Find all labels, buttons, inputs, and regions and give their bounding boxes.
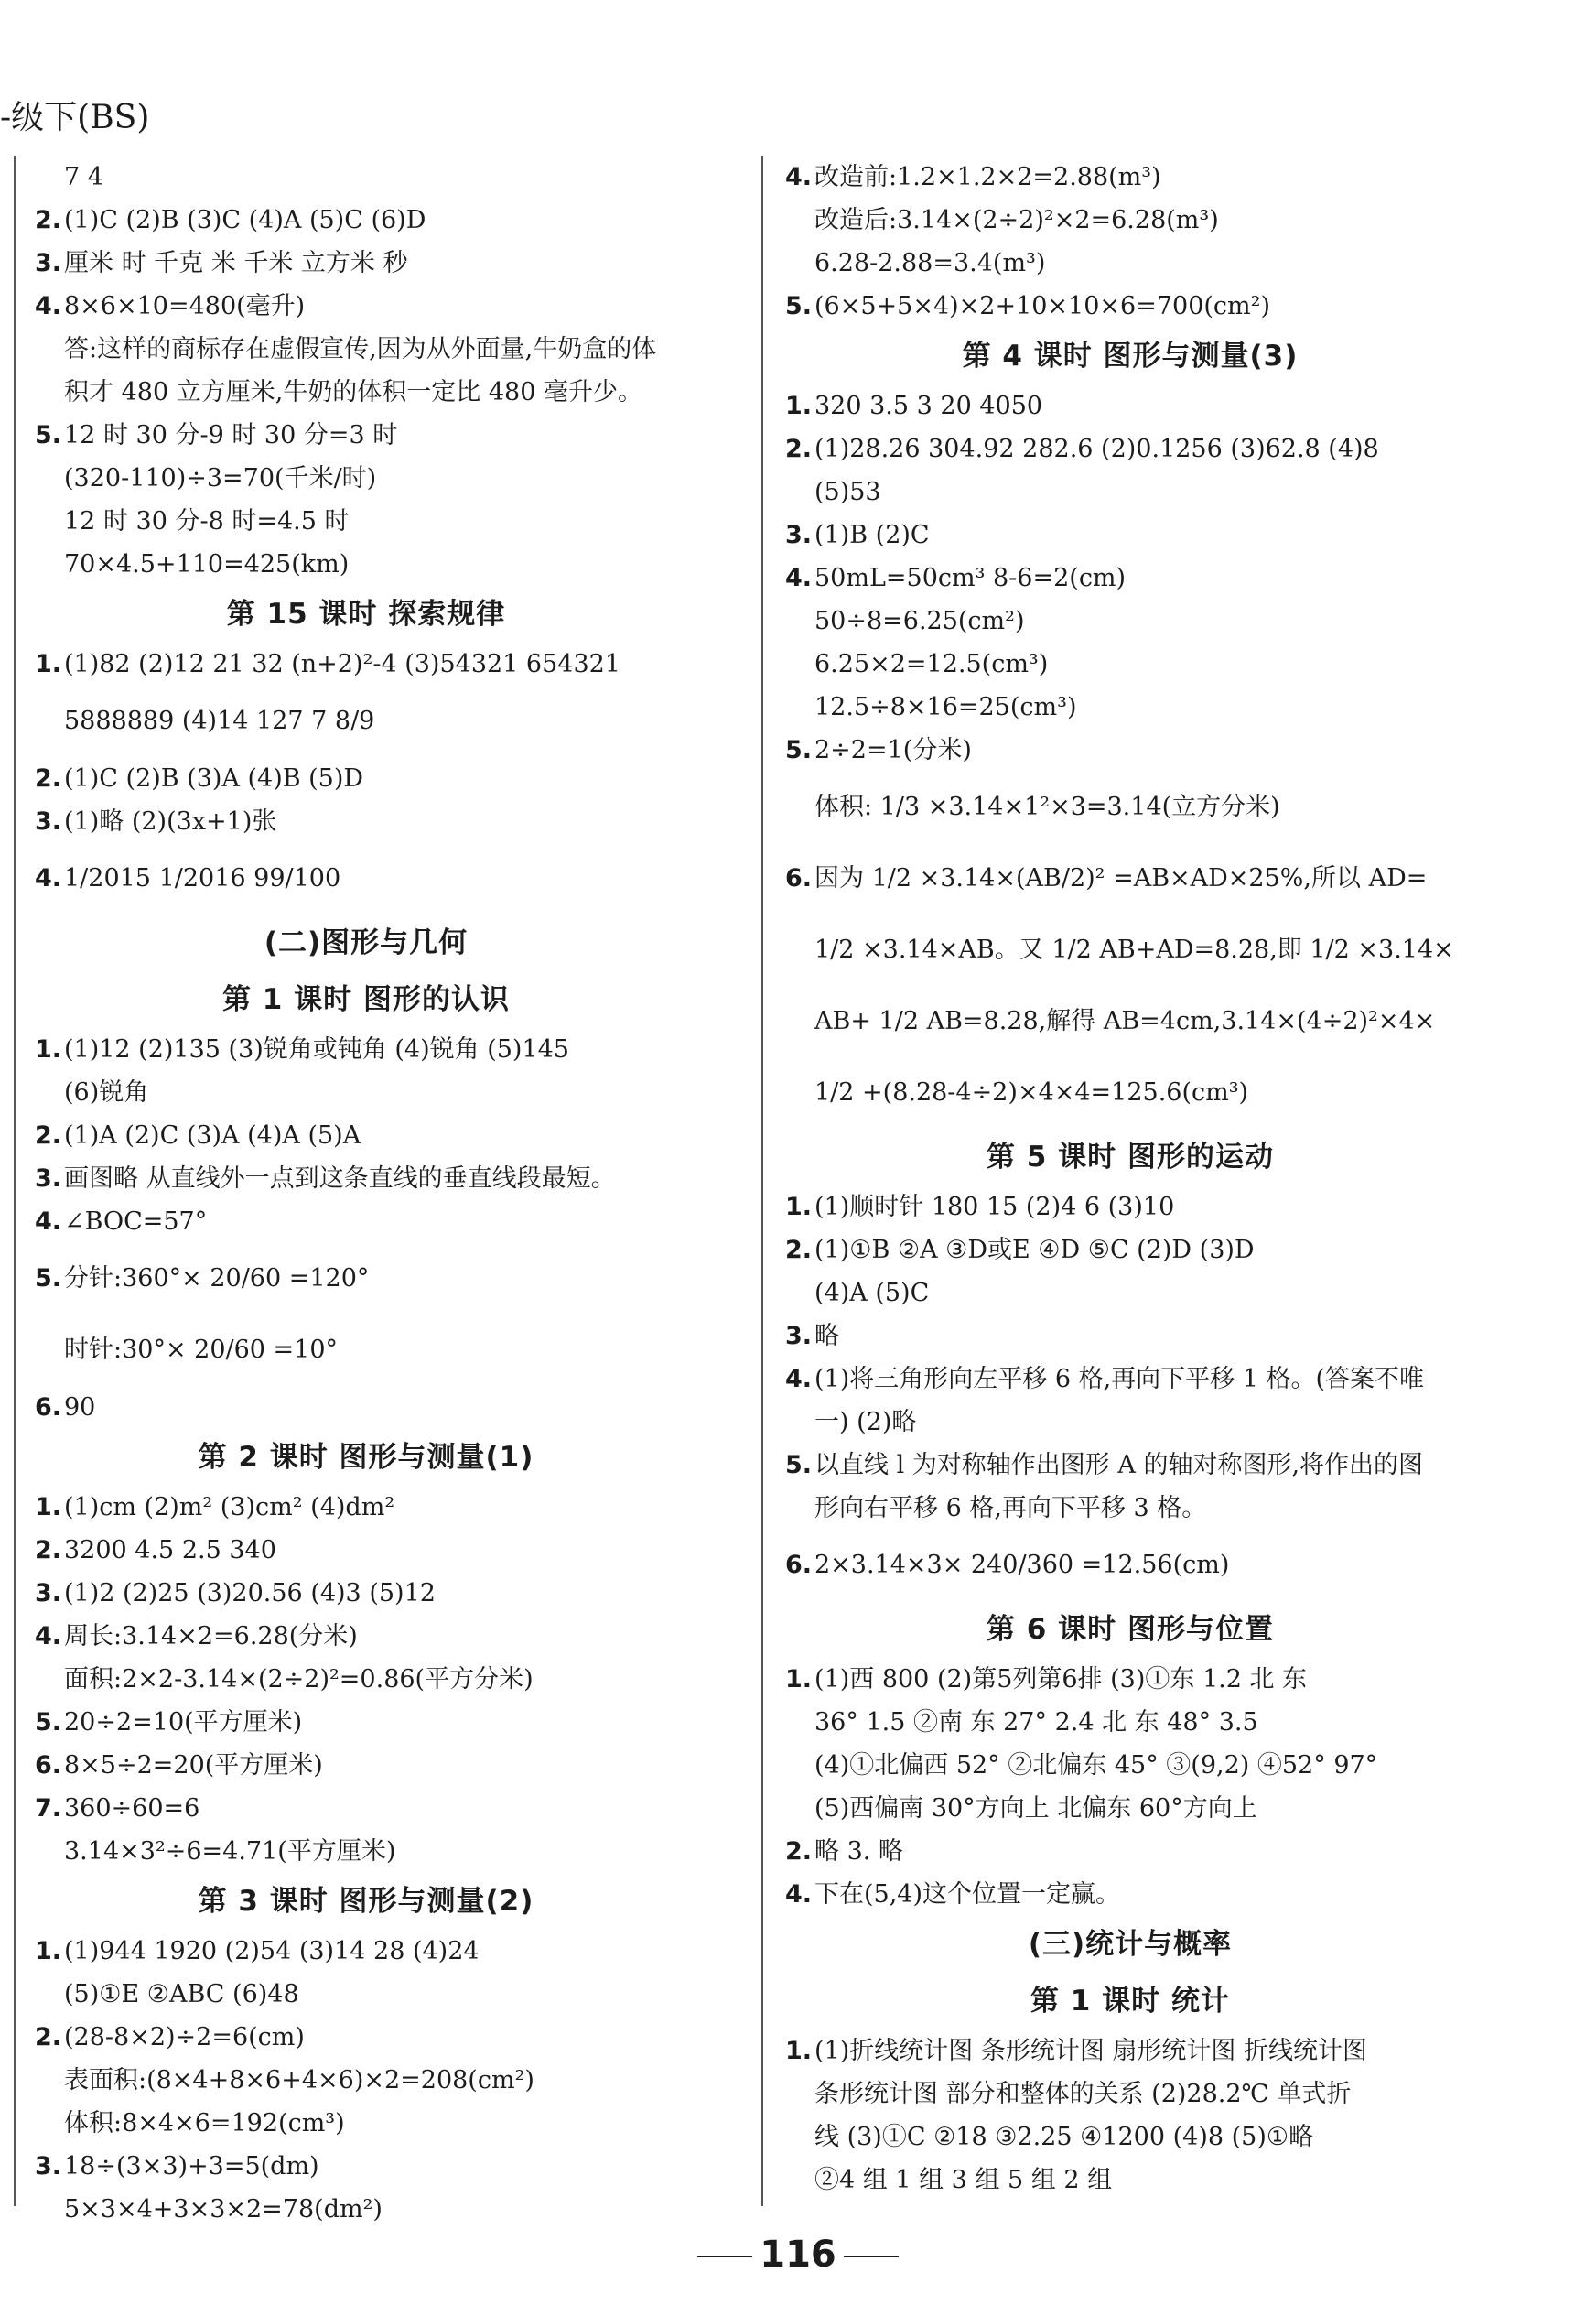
question-number: 1. xyxy=(35,650,62,678)
answer-line xyxy=(769,1744,1492,1787)
section-heading: 第 1 课时 统计 xyxy=(1030,1985,1230,2018)
answer-text: 1/2015 1/2016 99/100 xyxy=(64,864,341,893)
answer-text: (1)cm (2)m² (3)cm² (4)dm² xyxy=(64,1493,395,1521)
section-heading: (三)统计与概率 xyxy=(1028,1928,1233,1961)
question-number: 3. xyxy=(35,1164,62,1193)
question-number: 4. xyxy=(35,1207,62,1236)
answer-text: 面积:2×2-3.14×(2÷2)²=0.86(平方分米) xyxy=(64,1665,534,1694)
answer-line xyxy=(0,843,732,914)
question-number: 7. xyxy=(35,1794,62,1823)
answer-line xyxy=(0,2188,732,2231)
answer-line xyxy=(0,1071,732,1114)
answer-text: 画图略 从直线外一点到这条直线的垂直线段最短。 xyxy=(64,1164,616,1193)
question-number: 4. xyxy=(35,1622,62,1650)
answer-text: 以直线 l 为对称轴作出图形 A 的轴对称图形,将作出的图 xyxy=(814,1451,1424,1479)
answer-text: 积才 480 立方厘米,牛奶的体积一定比 480 毫升少。 xyxy=(64,378,642,406)
answer-line xyxy=(769,1401,1492,1444)
answer-text: (5)①E ②ABC (6)48 xyxy=(64,1980,299,2008)
answer-text: (1)2 (2)25 (3)20.56 (4)3 (5)12 xyxy=(64,1579,436,1607)
answer-text: 50÷8=6.25(cm²) xyxy=(814,607,1025,635)
answer-line xyxy=(769,2072,1492,2116)
question-number: 1. xyxy=(35,1493,62,1521)
answer-line xyxy=(769,1228,1492,1272)
answer-line xyxy=(0,1615,732,1658)
answer-text: (1)12 (2)135 (3)锐角或钝角 (4)锐角 (5)145 xyxy=(64,1035,569,1064)
answer-line xyxy=(0,156,732,199)
answer-text: 6.28-2.88=3.4(m³) xyxy=(814,249,1046,277)
answer-line xyxy=(0,1486,732,1529)
answer-text: (1)将三角形向左平移 6 格,再向下平移 1 格。(答案不唯 xyxy=(814,1365,1425,1393)
answer-line xyxy=(769,2116,1492,2159)
answer-text: (1)82 (2)12 21 32 (n+2)²-4 (3)54321 654321 xyxy=(64,650,621,678)
section-heading: 第 6 课时 图形与位置 xyxy=(987,1613,1274,1646)
answer-line xyxy=(0,1114,732,1157)
answer-line xyxy=(0,328,732,371)
answer-line xyxy=(0,2145,732,2188)
answer-line xyxy=(0,800,732,843)
answer-line xyxy=(0,1787,732,1830)
footer-rule-left xyxy=(697,2256,752,2257)
answer-text: (6)锐角 xyxy=(64,1078,149,1107)
question-number: 2. xyxy=(785,435,813,463)
section-heading: 第 15 课时 探索规律 xyxy=(226,598,506,631)
answer-text: 20÷2=10(平方厘米) xyxy=(64,1708,303,1737)
answer-text: 5×3×4+3×3×2=78(dm²) xyxy=(64,2195,383,2224)
answer-text: (1)28.26 304.92 282.6 (2)0.1256 (3)62.8 (4)8 xyxy=(814,435,1379,463)
answer-line xyxy=(769,1830,1492,1873)
answer-line xyxy=(769,1185,1492,1228)
answer-text: 形向右平移 6 格,再向下平移 3 格。 xyxy=(814,1494,1207,1522)
answer-line xyxy=(769,156,1492,199)
answer-text: 6.25×2=12.5(cm³) xyxy=(814,650,1049,678)
question-number: 1. xyxy=(35,1035,62,1064)
answer-line xyxy=(769,1444,1492,1487)
answer-text: 表面积:(8×4+8×6+4×6)×2=208(cm²) xyxy=(64,2066,534,2094)
answer-text: 12 时 30 分-9 时 30 分=3 时 xyxy=(64,421,398,449)
question-number: 2. xyxy=(785,1236,813,1264)
answer-text: 略 3. 略 xyxy=(814,1837,903,1866)
answer-line xyxy=(0,1701,732,1744)
question-number: 2. xyxy=(35,206,62,234)
answer-text: 改造前:1.2×1.2×2=2.88(m³) xyxy=(814,163,1161,191)
question-number: 2. xyxy=(35,1536,62,1564)
answer-line xyxy=(769,914,1492,986)
question-number: 1. xyxy=(785,392,813,420)
answer-text: 周长:3.14×2=6.28(分米) xyxy=(64,1622,358,1650)
answer-text: ②4 组 1 组 3 组 5 组 2 组 xyxy=(814,2166,1113,2194)
answer-line xyxy=(769,1315,1492,1358)
answer-line xyxy=(0,2059,732,2102)
answer-line xyxy=(0,199,732,242)
question-number: 2. xyxy=(785,1837,813,1866)
answer-text: 时针:30°× 20/60 =10° xyxy=(64,1336,339,1364)
question-number: 4. xyxy=(35,292,62,320)
answer-text: 2÷2=1(分米) xyxy=(814,736,972,764)
answer-text: (4)A (5)C xyxy=(814,1279,930,1307)
answer-line xyxy=(769,1057,1492,1129)
answer-text: AB+ 1/2 AB=8.28,解得 AB=4cm,3.14×(4÷2)²×4× xyxy=(814,1007,1436,1035)
answer-line xyxy=(769,1873,1492,1916)
answer-line xyxy=(0,1830,732,1873)
answer-line xyxy=(769,1358,1492,1401)
answer-line xyxy=(0,1157,732,1200)
answer-line xyxy=(0,285,732,328)
question-number: 1. xyxy=(785,2037,813,2065)
question-number: 5. xyxy=(785,736,813,764)
answer-text: 36° 1.5 ②南 东 27° 2.4 北 东 48° 3.5 xyxy=(814,1708,1258,1737)
answer-line xyxy=(769,643,1492,686)
answer-text: (1)顺时针 180 15 (2)4 6 (3)10 xyxy=(814,1193,1175,1221)
answer-text: 分针:360°× 20/60 =120° xyxy=(64,1264,370,1293)
answer-text: 3.14×3²÷6=4.71(平方厘米) xyxy=(64,1837,396,1866)
question-number: 3. xyxy=(35,1579,62,1607)
answer-line xyxy=(0,1744,732,1787)
question-number: 4. xyxy=(785,163,813,191)
answer-line xyxy=(0,1243,732,1315)
answer-text: (1)944 1920 (2)54 (3)14 28 (4)24 xyxy=(64,1937,480,1965)
question-number: 3. xyxy=(35,249,62,277)
question-number: 1. xyxy=(35,1937,62,1965)
answer-text: 5888889 (4)14 127 7 8/9 xyxy=(64,707,375,735)
question-number: 6. xyxy=(35,1751,62,1780)
page-footer xyxy=(0,2234,1596,2276)
question-number: 3. xyxy=(35,2152,62,2181)
answer-line xyxy=(769,986,1492,1057)
answer-line xyxy=(769,1701,1492,1744)
answer-text: (1)西 800 (2)第5列第6排 (3)①东 1.2 北 东 xyxy=(814,1665,1308,1694)
answer-line xyxy=(769,1487,1492,1530)
question-number: 5. xyxy=(785,292,813,320)
answer-text: 改造后:3.14×(2÷2)²×2=6.28(m³) xyxy=(814,206,1219,234)
column-divider xyxy=(761,156,763,2206)
question-number: 3. xyxy=(785,1322,813,1350)
answer-text: 1/2 +(8.28-4÷2)×4×4=125.6(cm³) xyxy=(814,1078,1249,1107)
answer-text: (1)折线统计图 条形统计图 扇形统计图 折线统计图 xyxy=(814,2037,1367,2065)
answer-line xyxy=(769,242,1492,285)
question-number: 1. xyxy=(785,1665,813,1694)
answer-line xyxy=(0,457,732,500)
answer-text: (5)53 xyxy=(814,478,881,506)
answer-text: 50mL=50cm³ 8-6=2(cm) xyxy=(814,564,1127,592)
page-header: -级下(BS) xyxy=(0,99,150,136)
right-column xyxy=(769,156,1492,2202)
question-number: 4. xyxy=(785,1365,813,1393)
question-number: 3. xyxy=(35,807,62,836)
answer-text: 12.5÷8×16=25(cm³) xyxy=(814,693,1077,721)
answer-text: 2×3.14×3× 240/360 =12.56(cm) xyxy=(814,1551,1230,1579)
answer-text: 1/2 ×3.14×AB。又 1/2 AB+AD=8.28,即 1/2 ×3.14× xyxy=(814,936,1454,964)
answer-text: 18÷(3×3)+3=5(dm) xyxy=(64,2152,319,2181)
question-number: 5. xyxy=(35,1708,62,1737)
answer-text: 12 时 30 分-8 时=4.5 时 xyxy=(64,507,350,536)
answer-line xyxy=(769,427,1492,471)
question-number: 4. xyxy=(785,1880,813,1909)
answer-line xyxy=(0,2016,732,2059)
answer-text: (5)西偏南 30°方向上 北偏东 60°方向上 xyxy=(814,1794,1257,1823)
section-heading: 第 3 课时 图形与测量(2) xyxy=(198,1885,534,1918)
answer-line xyxy=(0,1200,732,1243)
answer-line xyxy=(0,1529,732,1572)
question-number: 4. xyxy=(785,564,813,592)
answer-text: 一) (2)略 xyxy=(814,1408,917,1436)
answer-text: 3200 4.5 2.5 340 xyxy=(64,1536,276,1564)
answer-line xyxy=(769,1658,1492,1701)
answer-line xyxy=(769,686,1492,729)
answer-text: ∠BOC=57° xyxy=(64,1207,208,1236)
answer-line xyxy=(0,2102,732,2145)
answer-text: (1)略 (2)(3x+1)张 xyxy=(64,807,277,836)
question-number: 1. xyxy=(785,1193,813,1221)
answer-line xyxy=(769,285,1492,328)
answer-line xyxy=(769,384,1492,427)
answer-line xyxy=(769,772,1492,843)
question-number: 3. xyxy=(785,521,813,549)
answer-line xyxy=(0,1930,732,1973)
answer-line xyxy=(0,414,732,457)
answer-text: 8×5÷2=20(平方厘米) xyxy=(64,1751,323,1780)
section-heading: 第 2 课时 图形与测量(1) xyxy=(198,1441,534,1474)
answer-line xyxy=(0,371,732,414)
answer-line xyxy=(0,500,732,543)
answer-text: 90 xyxy=(64,1393,96,1422)
answer-line xyxy=(769,1530,1492,1601)
answer-line xyxy=(769,729,1492,772)
answer-text: 条形统计图 部分和整体的关系 (2)28.2℃ 单式折 xyxy=(814,2080,1352,2108)
answer-text: 略 xyxy=(814,1322,839,1350)
section-heading: 第 1 课时 图形的认识 xyxy=(222,983,510,1016)
answer-text: (320-110)÷3=70(千米/时) xyxy=(64,464,377,492)
answer-line xyxy=(769,514,1492,557)
answer-text: (1)①B ②A ③D或E ④D ⑤C (2)D (3)D xyxy=(814,1236,1255,1264)
question-number: 6. xyxy=(785,1551,813,1579)
answer-line xyxy=(769,199,1492,242)
answer-line xyxy=(769,557,1492,600)
answer-text: (6×5+5×4)×2+10×10×6=700(cm²) xyxy=(814,292,1270,320)
answer-text: (28-8×2)÷2=6(cm) xyxy=(64,2023,305,2051)
section-heading: 第 4 课时 图形与测量(3) xyxy=(962,340,1299,373)
answer-text: 体积:8×4×6=192(cm³) xyxy=(64,2109,345,2137)
question-number: 4. xyxy=(35,864,62,893)
question-number: 6. xyxy=(35,1393,62,1422)
answer-line xyxy=(0,686,732,757)
question-number: 2. xyxy=(35,2023,62,2051)
answer-line xyxy=(0,1028,732,1071)
section-heading: 第 5 课时 图形的运动 xyxy=(987,1141,1274,1174)
answer-text: (1)B (2)C xyxy=(814,521,930,549)
answer-line xyxy=(0,1386,732,1429)
answer-text: 8×6×10=480(毫升) xyxy=(64,292,306,320)
answer-line xyxy=(769,2159,1492,2202)
question-number: 6. xyxy=(785,864,813,893)
question-number: 2. xyxy=(35,764,62,793)
answer-text: 体积: 1/3 ×3.14×1²×3=3.14(立方分米) xyxy=(814,793,1280,821)
answer-text: 320 3.5 3 20 4050 xyxy=(814,392,1043,420)
answer-line xyxy=(769,600,1492,643)
answer-text: (1)C (2)B (3)C (4)A (5)C (6)D xyxy=(64,206,426,234)
answer-line xyxy=(0,1658,732,1701)
answer-text: 因为 1/2 ×3.14×(AB/2)² =AB×AD×25%,所以 AD= xyxy=(814,864,1428,893)
answer-text: (1)A (2)C (3)A (4)A (5)A xyxy=(64,1121,361,1150)
answer-text: 厘米 时 千克 米 千米 立方米 秒 xyxy=(64,249,408,277)
answer-text: (1)C (2)B (3)A (4)B (5)D xyxy=(64,764,364,793)
answer-text: 线 (3)①C ②18 ③2.25 ④1200 (4)8 (5)①略 xyxy=(814,2123,1314,2151)
answer-line xyxy=(0,757,732,800)
question-number: 5. xyxy=(785,1451,813,1479)
section-heading: (二)图形与几何 xyxy=(264,926,469,959)
answer-text: 下在(5,4)这个位置一定赢。 xyxy=(814,1880,1121,1909)
answer-line xyxy=(769,1787,1492,1830)
answer-line xyxy=(0,643,732,686)
answer-line xyxy=(769,1272,1492,1315)
answer-text: 70×4.5+110=425(km) xyxy=(64,550,350,579)
answer-line xyxy=(0,543,732,586)
answer-text: (4)①北偏西 52° ②北偏东 45° ③(9,2) ④52° 97° xyxy=(814,1751,1378,1780)
answer-line xyxy=(769,843,1492,914)
footer-rule-right xyxy=(844,2256,899,2257)
answer-line xyxy=(0,1315,732,1386)
left-column xyxy=(0,156,732,2231)
answer-text: 360÷60=6 xyxy=(64,1794,200,1823)
answer-text: 答:这样的商标存在虚假宣传,因为从外面量,牛奶盒的体 xyxy=(64,335,657,363)
answer-line xyxy=(769,2029,1492,2072)
page-number: 116 xyxy=(760,2234,836,2276)
answer-line xyxy=(0,242,732,285)
answer-line xyxy=(0,1572,732,1615)
question-number: 5. xyxy=(35,421,62,449)
answer-text: 7 4 xyxy=(64,163,103,191)
question-number: 2. xyxy=(35,1121,62,1150)
answer-line xyxy=(769,471,1492,514)
question-number: 5. xyxy=(35,1264,62,1293)
answer-line xyxy=(0,1973,732,2016)
